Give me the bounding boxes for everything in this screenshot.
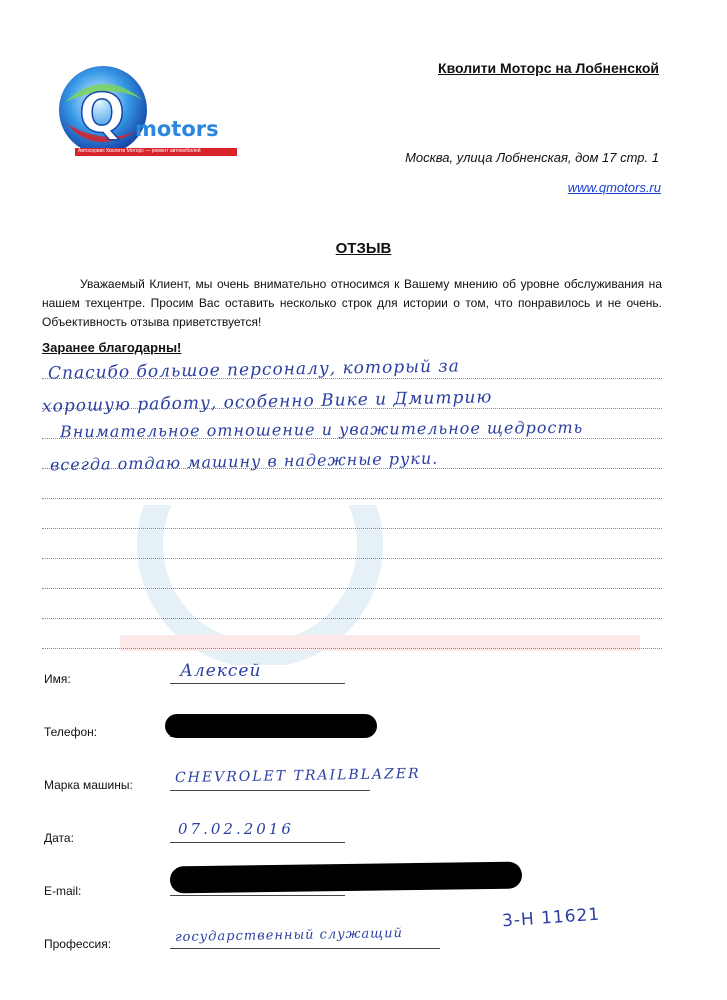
website-link[interactable]: www.qmotors.ru [567,180,661,195]
ruled-line [42,618,662,619]
thanks-heading: Заранее благодарны! [42,340,182,355]
profession-line [170,948,440,949]
company-name: Кволити Моторс на Лобненской [438,60,659,76]
profession-label: Профессия: [44,937,112,951]
date-line [170,842,345,843]
watermark-logo [120,505,640,665]
review-line-3: Внимательное отношение и уважительное щедрость [59,417,584,442]
intro-paragraph: Уважаемый Клиент, мы очень внимательно относимся к Вашему мнению об уровне обслуживания на нашем техцентре. Просим Вас оставить несколько строк для истории о том, что понравилось и не очень. Объективность отзыва приветствуется! [42,277,662,329]
svg-text:motors: motors [135,117,219,141]
phone-label: Телефон: [44,725,98,739]
company-address: Москва, улица Лобненская, дом 17 стр. 1 [405,150,659,165]
form-title: ОТЗЫВ [335,240,392,257]
car-value: CHEVROLET TRAILBLAZER [174,765,421,787]
review-line-2: хорошую работу, особенно Вике и Дмитрию [41,387,493,417]
car-label: Марка машины: [44,778,133,792]
ruled-line [42,528,662,529]
date-label: Дата: [44,831,74,845]
name-label: Имя: [44,672,71,686]
intro-text [42,275,662,332]
profession-value: государственный служащий [174,926,404,945]
ruled-line [42,558,662,559]
review-line-1: Спасибо большое персоналу, который за [47,356,460,384]
review-line-4: всегда отдаю машину в надежные руки. [49,448,439,475]
ruled-line [42,588,662,589]
ruled-line [42,498,662,499]
ruled-line [42,648,662,649]
car-line [170,790,370,791]
reference-number: 3-Н 11621 [501,904,601,932]
name-value: Алексей [180,661,262,681]
svg-text:Q: Q [79,82,125,145]
email-line [170,895,345,896]
logo-tagline: Автосервис Кволити Моторс — ремонт автомобилей [78,148,201,154]
date-value: 07.02.2016 [178,820,294,838]
phone-redaction [165,714,377,738]
email-label: E-mail: [44,884,82,898]
name-line [170,683,345,684]
email-redaction [170,862,522,894]
